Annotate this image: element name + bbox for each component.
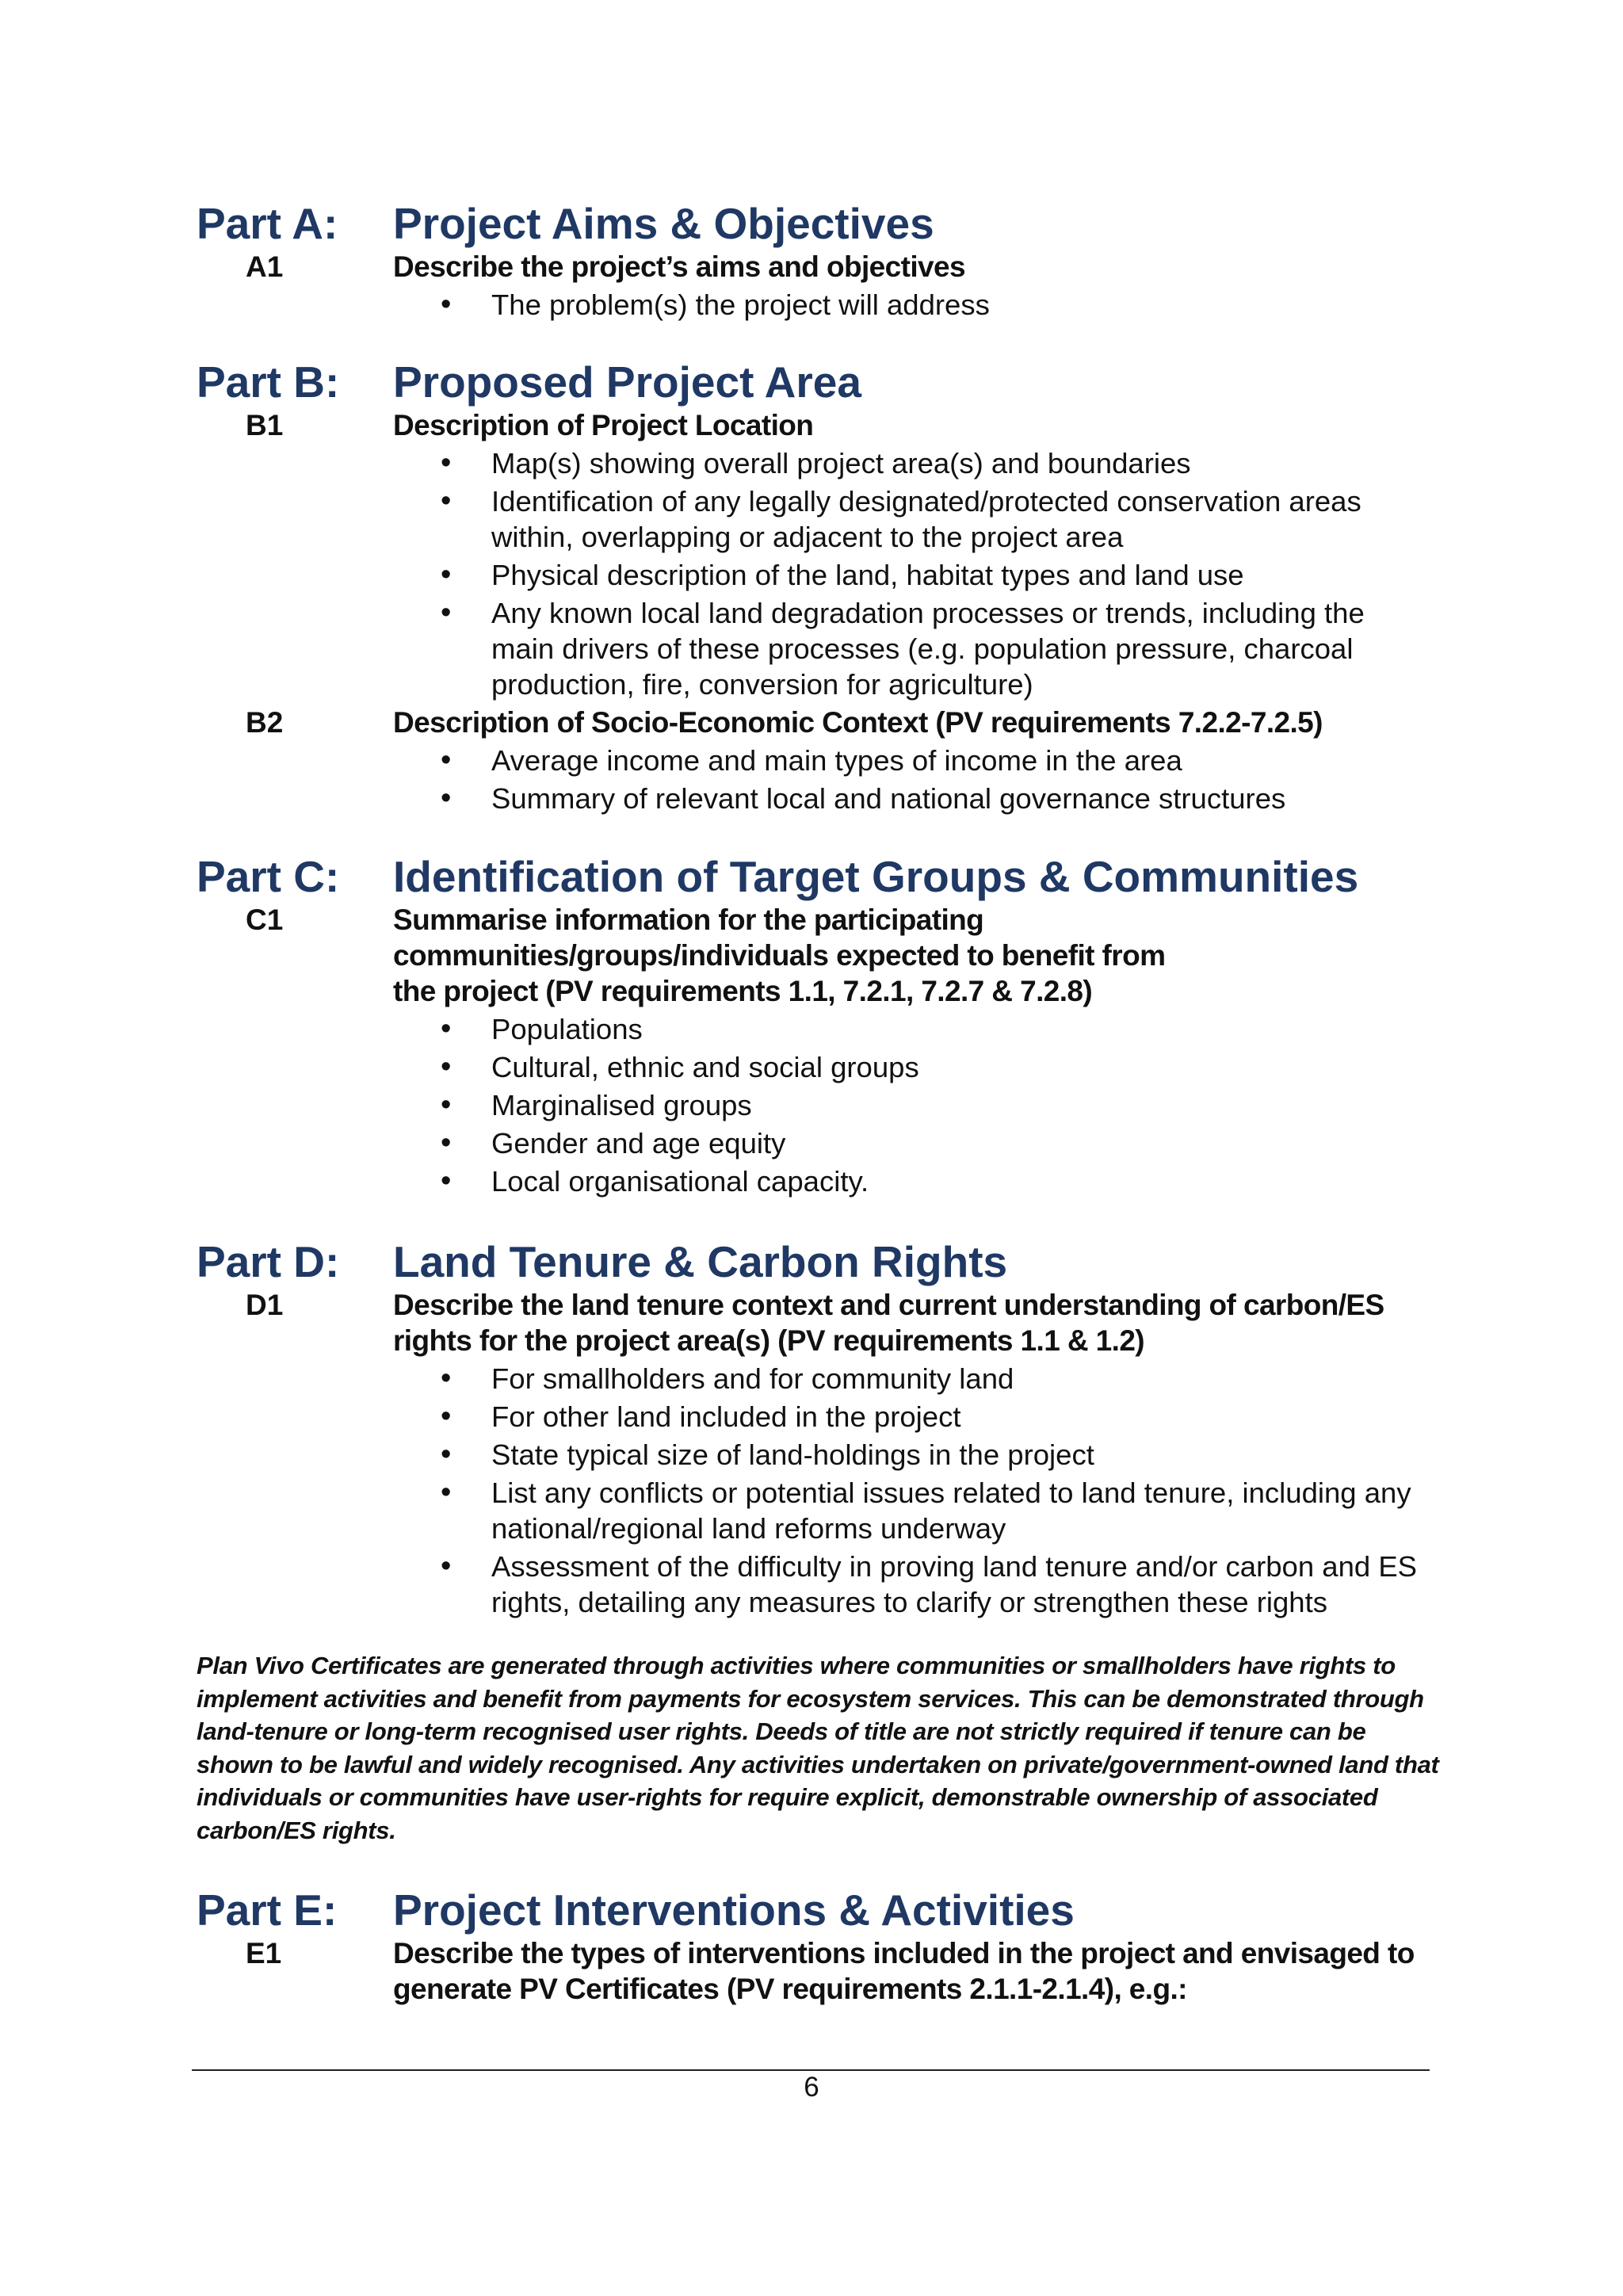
subsection-b2 [197,705,1433,819]
part-c-label: Part C: [197,852,340,901]
part-d-label: Part D: [197,1237,340,1286]
list-item: • Summary of relevant local and national governance structures [393,781,1433,816]
part-e-title: Project Interventions & Activities [393,1885,1075,1935]
bullet-list [393,1011,1433,1199]
subsection-code: E1 [246,1937,282,1969]
subsection-d1 [197,1287,1433,1622]
subsection-title: Description of Socio-Economic Context (PV requirements 7.2.2-7.2.5) [393,706,1323,739]
list-item: • Average income and main types of income in the area [393,743,1433,778]
list-item: • Gender and age equity [393,1125,1433,1161]
part-a-label: Part A: [197,199,338,248]
subsection-title: Describe the project’s aims and objectives [393,250,965,283]
subsection-title: Description of Project Location [393,409,814,441]
list-item: • The problem(s) the project will address [393,287,1433,323]
subsection-code: B1 [246,409,284,441]
part-b-title: Proposed Project Area [393,357,861,407]
bullet-list [393,287,1433,323]
subsection-title: Summarise information for the participating communities/groups/individuals expected to benefit from the project (PV requirements 1.1, 7.2.1, 7.2.7 & 7.2.8) [393,904,1166,1007]
part-d-title: Land Tenure & Carbon Rights [393,1237,1008,1286]
page-number: 6 [804,2072,819,2103]
list-item: • For other land included in the project [393,1399,1433,1435]
list-item: • Marginalised groups [393,1087,1433,1123]
subsection-b1 [197,407,1433,705]
subsection-title: Describe the types of interventions included in the project and envisaged to generate PV Certificates (PV requirements 2.1.1-2.1.4), e.g.: [393,1937,1415,2005]
part-a-title: Project Aims & Objectives [393,199,934,248]
list-item: • Identification of any legally designated/protected conservation areas within, overlapping or adjacent to the project area [393,483,1433,555]
bullet-list [393,743,1433,816]
subsection-code: A1 [246,250,284,283]
plan-vivo-note: Plan Vivo Certificates are generated through activities where communities or smallholders have rights to implement activities and benefit from payments for ecosystem services. This can be demonstrated through land-tenure or long-term recognised user rights. Deeds of title are not strictly required if tenure can be shown to be lawful and widely recognised. Any activities undertaken on private/government-owned land that individuals or communities have user-rights for require explicit, demonstrable ownership of associated carbon/ES rights. [197,1652,1439,1844]
subsection-e1 [197,1935,1433,2007]
subsection-code: C1 [246,904,284,936]
part-b-label: Part B: [197,357,340,407]
subsection-a1 [197,249,1433,325]
part-c-section [197,851,1433,1201]
part-a-section [197,198,1433,325]
list-item: • Map(s) showing overall project area(s) and boundaries [393,445,1433,481]
part-e-label: Part E: [197,1885,338,1935]
bullet-list [393,1361,1433,1620]
part-e-section [197,1885,1433,2007]
part-d-section [197,1236,1433,1622]
part-b-section [197,357,1433,819]
list-item: • Assessment of the difficulty in proving land tenure and/or carbon and ES rights, detailing any measures to clarify or strengthen these rights [393,1549,1433,1620]
subsection-title: Describe the land tenure context and current understanding of carbon/ES rights for the project area(s) (PV requirements 1.1 & 1.2) [393,1289,1384,1357]
part-c-title: Identification of Target Groups & Communities [393,852,1359,901]
list-item: • Cultural, ethnic and social groups [393,1049,1433,1085]
list-item: • For smallholders and for community land [393,1361,1433,1396]
list-item: • Any known local land degradation processes or trends, including the main drivers of these processes (e.g. population pressure, charcoal production, fire, conversion for agriculture) [393,595,1433,702]
list-item: • State typical size of land-holdings in the project [393,1437,1433,1473]
list-item: • List any conflicts or potential issues related to land tenure, including any national/regional land reforms underway [393,1475,1433,1546]
list-item: • Populations [393,1011,1433,1047]
subsection-code: D1 [246,1289,284,1321]
bullet-list [393,445,1433,702]
subsection-code: B2 [246,706,284,739]
list-item: • Local organisational capacity. [393,1163,1433,1199]
list-item: • Physical description of the land, habitat types and land use [393,557,1433,593]
subsection-c1 [197,902,1433,1009]
